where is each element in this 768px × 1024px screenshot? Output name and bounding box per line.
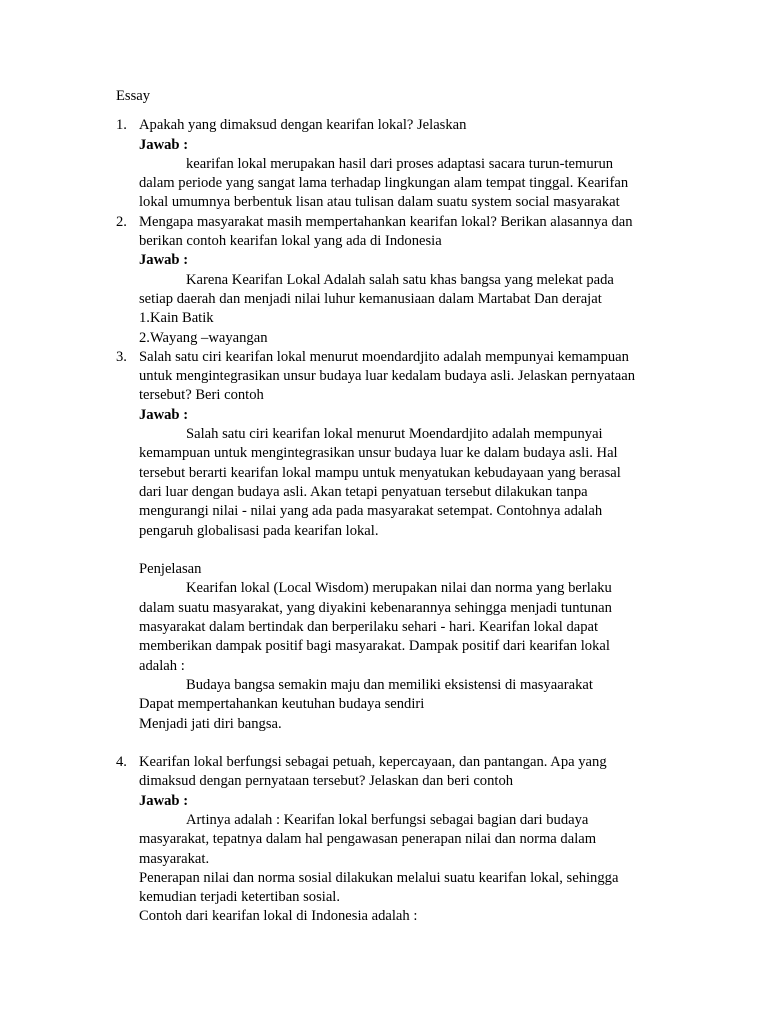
question-2 — [116, 213, 708, 348]
answer-line: setiap daerah dan menjadi nilai luhur kemanusiaan dalam Martabat Dan derajat — [139, 290, 602, 307]
jawab-label: Jawab : — [139, 406, 189, 423]
question-number: 1. — [116, 117, 127, 134]
answer-line: Salah satu ciri kearifan lokal menurut Moendardjito adalah mempunyai — [186, 426, 603, 443]
question-number: 2. — [116, 213, 127, 230]
answer-line: lokal umumnya berbentuk lisan atau tulisan dalam suatu system social masyarakat — [139, 194, 620, 211]
question-number: 4. — [116, 754, 127, 771]
penjelasan-line: Kearifan lokal (Local Wisdom) merupakan nilai dan norma yang berlaku — [186, 580, 612, 597]
answer-line: tersebut berarti kearifan lokal mampu untuk menyatukan kebudayaan yang berasal — [139, 464, 621, 481]
dampak-line: Menjadi jati diri bangsa. — [139, 715, 282, 732]
dampak-line: Dapat mempertahankan keutuhan budaya sendiri — [139, 696, 425, 713]
jawab-label: Jawab : — [139, 252, 189, 269]
jawab-label: Jawab : — [139, 792, 189, 809]
question-line: berikan contoh kearifan lokal yang ada di Indonesia — [139, 233, 442, 250]
answer-line: masyarakat, tepatnya dalam hal pengawasan penerapan nilai dan norma dalam — [139, 831, 597, 848]
question-4-text — [116, 753, 708, 772]
question-1-text — [116, 116, 708, 135]
question-line: Mengapa masyarakat masih mempertahankan kearifan lokal? Berikan alasannya dan — [139, 213, 633, 230]
answer-line: kemampuan untuk mengintegrasikan unsur budaya luar ke dalam budaya asli. Hal — [139, 445, 618, 462]
question-1 — [116, 116, 708, 212]
answer-line: kearifan lokal merupakan hasil dari proses adaptasi sacara turun-temurun — [186, 155, 614, 172]
answer-line: kemudian terjadi ketertiban sosial. — [139, 889, 341, 906]
answer-line: pengaruh globalisasi pada kearifan lokal. — [139, 522, 379, 539]
question-line: Kearifan lokal berfungsi sebagai petuah, kepercayaan, dan pantangan. Apa yang — [139, 754, 607, 771]
answer-line: Contoh dari kearifan lokal di Indonesia adalah : — [139, 908, 418, 925]
answer-line: 1.Kain Batik — [139, 310, 214, 327]
question-line: untuk mengintegrasikan unsur budaya luar kedalam budaya asli. Jelaskan pernyataan — [139, 368, 636, 385]
answer-line: Penerapan nilai dan norma sosial dilakukan melalui suatu kearifan lokal, sehingga — [139, 869, 619, 886]
answer-line: mengurangi nilai - nilai yang ada pada masyarakat setempat. Contohnya adalah — [139, 503, 603, 520]
answer-line: Karena Kearifan Lokal Adalah salah satu khas bangsa yang melekat pada — [186, 271, 614, 288]
question-2-text — [116, 213, 708, 232]
essay-title: Essay — [116, 88, 151, 104]
question-3-text — [116, 348, 708, 367]
blank-line — [116, 734, 708, 753]
question-line: Apakah yang dimaksud dengan kearifan lokal? Jelaskan — [139, 117, 467, 134]
question-line: tersebut? Beri contoh — [139, 387, 264, 404]
blank-line — [116, 541, 708, 560]
jawab-label: Jawab : — [139, 136, 189, 153]
answer-line: masyarakat. — [139, 850, 210, 867]
penjelasan-line: memberikan dampak positif bagi masyarakat. Dampak positif dari kearifan lokal — [139, 638, 610, 655]
question-number: 3. — [116, 348, 127, 365]
dampak-line: Budaya bangsa semakin maju dan memiliki eksistensi di masyaarakat — [186, 676, 593, 693]
question-3 — [116, 348, 708, 753]
penjelasan-line: dalam suatu masyarakat, yang diyakini kebenarannya sehingga menjadi tuntunan — [139, 599, 612, 616]
answer-line: 2.Wayang –wayangan — [139, 329, 268, 346]
question-line: dimaksud dengan pernyataan tersebut? Jelaskan dan beri contoh — [139, 773, 514, 790]
answer-line: Artinya adalah : Kearifan lokal berfungsi sebagai bagian dari budaya — [186, 811, 589, 828]
penjelasan-label: Penjelasan — [139, 561, 202, 578]
penjelasan-line: masyarakat dalam bertindak dan berperilaku sehari - hari. Kearifan lokal dapat — [139, 619, 599, 636]
answer-line: dari luar dengan budaya asli. Akan tetapi penyatuan tersebut dilakukan tanpa — [139, 483, 588, 500]
question-line: Salah satu ciri kearifan lokal menurut moendardjito adalah mempunyai kemampuan — [139, 348, 629, 365]
penjelasan-line: adalah : — [139, 657, 185, 674]
answer-line: dalam periode yang sangat lama terhadap lingkungan alam tempat tinggal. Kearifan — [139, 175, 629, 192]
question-4 — [116, 753, 708, 927]
